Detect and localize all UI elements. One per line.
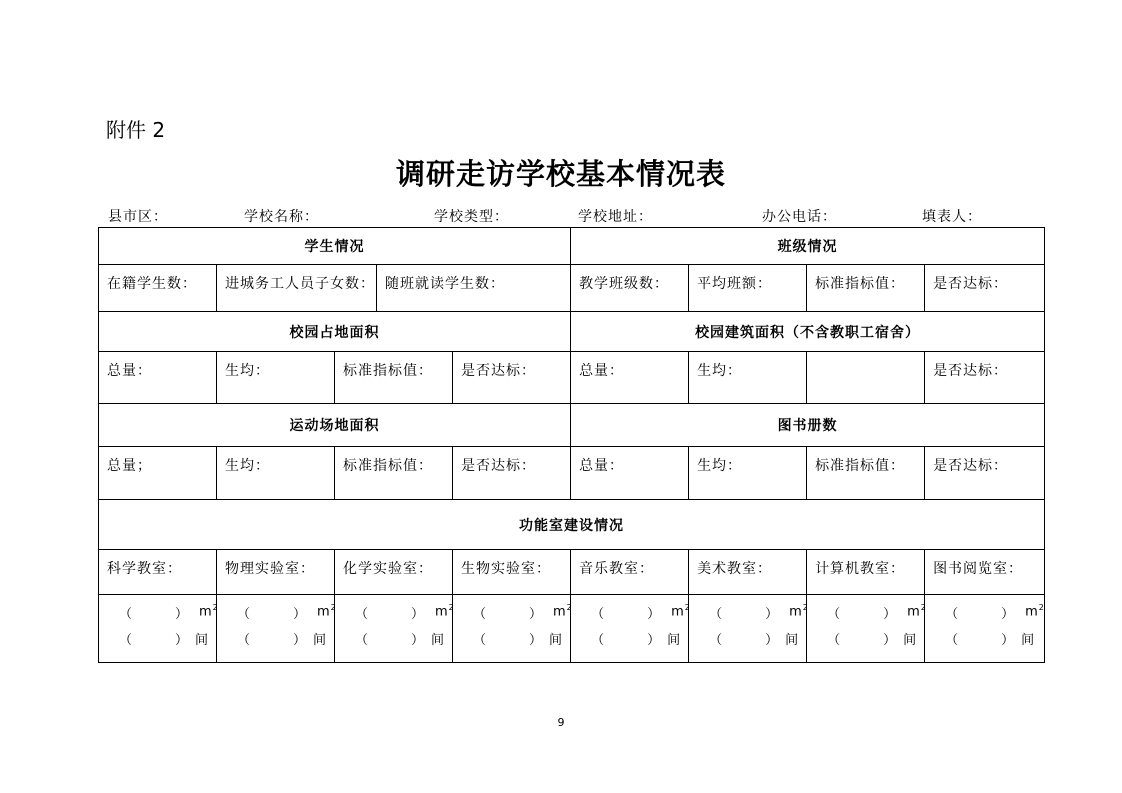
building-per-student-field[interactable]: 生均： <box>689 352 807 404</box>
count-line: （ ） 间 <box>355 633 446 648</box>
class-count-field[interactable]: 教学班级数： <box>571 265 689 312</box>
avg-class-size-field[interactable]: 平均班额： <box>689 265 807 312</box>
books-standard-field[interactable]: 标准指标值： <box>807 447 925 500</box>
info-school-name: 学校名称： <box>244 209 319 225</box>
class-standard-field[interactable]: 标准指标值： <box>807 265 925 312</box>
computer-room-values[interactable] <box>807 595 925 663</box>
books-compliance-field[interactable]: 是否达标： <box>925 447 1045 500</box>
sports-per-student-field[interactable]: 生均： <box>217 447 335 500</box>
campus-total-field[interactable]: 总量： <box>99 352 217 404</box>
computer-room-label: 计算机教室： <box>807 550 925 595</box>
function-room-values-row <box>99 595 1045 663</box>
inclusive-students-field[interactable]: 随班就读学生数： <box>377 265 571 312</box>
count-line: （ ） 间 <box>473 633 564 648</box>
info-county: 县市区： <box>108 209 168 225</box>
science-room-values[interactable] <box>99 595 217 663</box>
art-room-label: 美术教室： <box>689 550 807 595</box>
campus-standard-field[interactable]: 标准指标值： <box>335 352 453 404</box>
music-room-label: 音乐教室： <box>571 550 689 595</box>
building-total-field[interactable]: 总量： <box>571 352 689 404</box>
info-office-phone: 办公电话： <box>762 209 837 225</box>
campus-per-student-field[interactable]: 生均： <box>217 352 335 404</box>
info-school-type: 学校类型： <box>434 209 509 225</box>
attachment-label: 附件 2 <box>106 118 166 142</box>
page-title: 调研走访学校基本情况表 <box>395 157 726 191</box>
physics-lab-values[interactable] <box>217 595 335 663</box>
building-compliance-field[interactable]: 是否达标： <box>925 352 1045 404</box>
count-line: （ ） 间 <box>591 633 682 648</box>
students-header: 学生情况 <box>99 228 571 265</box>
music-room-values[interactable] <box>571 595 689 663</box>
area-line: （ ） $m^2$ <box>709 603 809 622</box>
library-reading-room-values[interactable] <box>925 595 1045 663</box>
sports-area-header: 运动场地面积 <box>99 404 571 447</box>
campus-compliance-field[interactable]: 是否达标： <box>453 352 571 404</box>
count-line: （ ） 间 <box>237 633 328 648</box>
info-school-address: 学校地址： <box>578 209 653 225</box>
migrant-children-field[interactable]: 进城务工人员子女数： <box>217 265 377 312</box>
page-number: 9 <box>557 716 565 729</box>
count-line: （ ） 间 <box>119 633 210 648</box>
class-compliance-field[interactable]: 是否达标： <box>925 265 1045 312</box>
classes-header: 班级情况 <box>571 228 1045 265</box>
books-total-field[interactable]: 总量： <box>571 447 689 500</box>
building-blank-field[interactable] <box>807 352 925 404</box>
physics-lab-label: 物理实验室： <box>217 550 335 595</box>
count-line: （ ） 间 <box>709 633 800 648</box>
area-line: （ ） $m^2$ <box>591 603 691 622</box>
books-per-student-field[interactable]: 生均： <box>689 447 807 500</box>
count-line: （ ） 间 <box>827 633 918 648</box>
sports-total-field[interactable]: 总量； <box>99 447 217 500</box>
enrolled-students-field[interactable]: 在籍学生数： <box>99 265 217 312</box>
sports-standard-field[interactable]: 标准指标值： <box>335 447 453 500</box>
survey-table <box>98 227 1045 663</box>
books-header: 图书册数 <box>571 404 1045 447</box>
building-area-header: 校园建筑面积（不含教职工宿舍） <box>571 312 1045 352</box>
area-line: （ ） $m^2$ <box>119 603 219 622</box>
chemistry-lab-values[interactable] <box>335 595 453 663</box>
science-room-label: 科学教室： <box>99 550 217 595</box>
campus-area-header: 校园占地面积 <box>99 312 571 352</box>
biology-lab-label: 生物实验室： <box>453 550 571 595</box>
area-line: （ ） $m^2$ <box>827 603 927 622</box>
function-rooms-header: 功能室建设情况 <box>99 500 1045 550</box>
info-filler: 填表人： <box>922 209 982 225</box>
area-line: （ ） $m^2$ <box>237 603 337 622</box>
area-line: （ ） $m^2$ <box>473 603 573 622</box>
sports-compliance-field[interactable]: 是否达标： <box>453 447 571 500</box>
chemistry-lab-label: 化学实验室： <box>335 550 453 595</box>
area-line: （ ） $m^2$ <box>945 603 1045 622</box>
count-line: （ ） 间 <box>945 633 1036 648</box>
art-room-values[interactable] <box>689 595 807 663</box>
biology-lab-values[interactable] <box>453 595 571 663</box>
area-line: （ ） $m^2$ <box>355 603 455 622</box>
library-reading-room-label: 图书阅览室： <box>925 550 1045 595</box>
